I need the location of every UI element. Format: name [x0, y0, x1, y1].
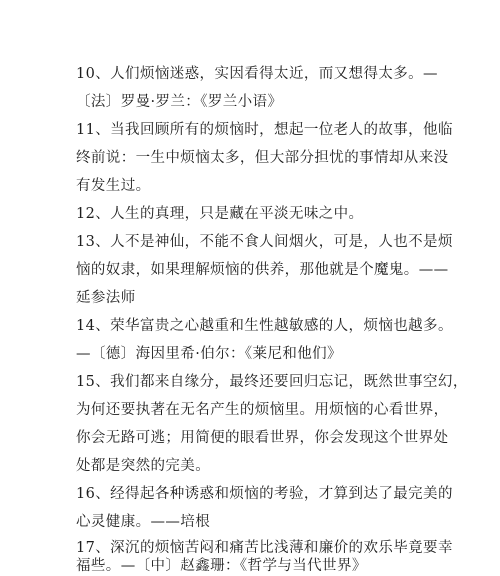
quote-11-line-1: 11、当我回顾所有的烦恼时，想起一位老人的故事，他临 [76, 122, 453, 138]
quote-13-line-2: 恼的奴隶，如果理解烦恼的供养，那他就是个魔鬼。—— [76, 262, 449, 278]
quote-17-line-2: 福些。—〔中〕赵鑫珊：《哲学与当代世界》 [76, 558, 367, 574]
quote-13-line-1: 13、人不是神仙，不能不食人间烟火，可是，人也不是烦 [76, 234, 453, 250]
quote-10-line-2: 〔法〕罗曼·罗兰：《罗兰小语》 [76, 94, 283, 110]
quote-17-line-1: 17、深沉的烦恼苦闷和痛苦比浅薄和廉价的欢乐毕竟要幸 [76, 540, 453, 556]
quote-10-line-1: 10、人们烦恼迷惑，实因看得太近，而又想得太多。— [76, 66, 438, 82]
quote-15-line-1: 15、我们都来自缘分，最终还要回归忘记，既然世事空幻， [76, 374, 468, 390]
quote-11-line-3: 有发生过。 [76, 178, 151, 194]
quote-15-line-4: 处都是突然的完美。 [76, 458, 211, 474]
quote-11-line-2: 终前说：一生中烦恼太多，但大部分担忧的事情却从来没 [76, 150, 449, 166]
quote-16-line-1: 16、经得起各种诱惑和烦恼的考验，才算到达了最完美的 [76, 486, 453, 502]
quote-15-line-3: 你会无路可逃；用简便的眼看世界，你会发现这个世界处 [76, 430, 449, 446]
quote-14-line-1: 14、荣华富贵之心越重和生性越敏感的人，烦恼也越多。 [76, 318, 453, 334]
quote-14-line-2: —〔德〕海因里希·伯尔：《莱尼和他们》 [76, 346, 342, 362]
quote-13-line-3: 延参法师 [76, 290, 136, 306]
quote-15-line-2: 为何还要执著在无名产生的烦恼里。用烦恼的心看世界， [76, 402, 449, 418]
quote-12-line-1: 12、人生的真理，只是藏在平淡无味之中。 [76, 206, 364, 222]
quote-16-line-2: 心灵健康。——培根 [76, 514, 211, 530]
